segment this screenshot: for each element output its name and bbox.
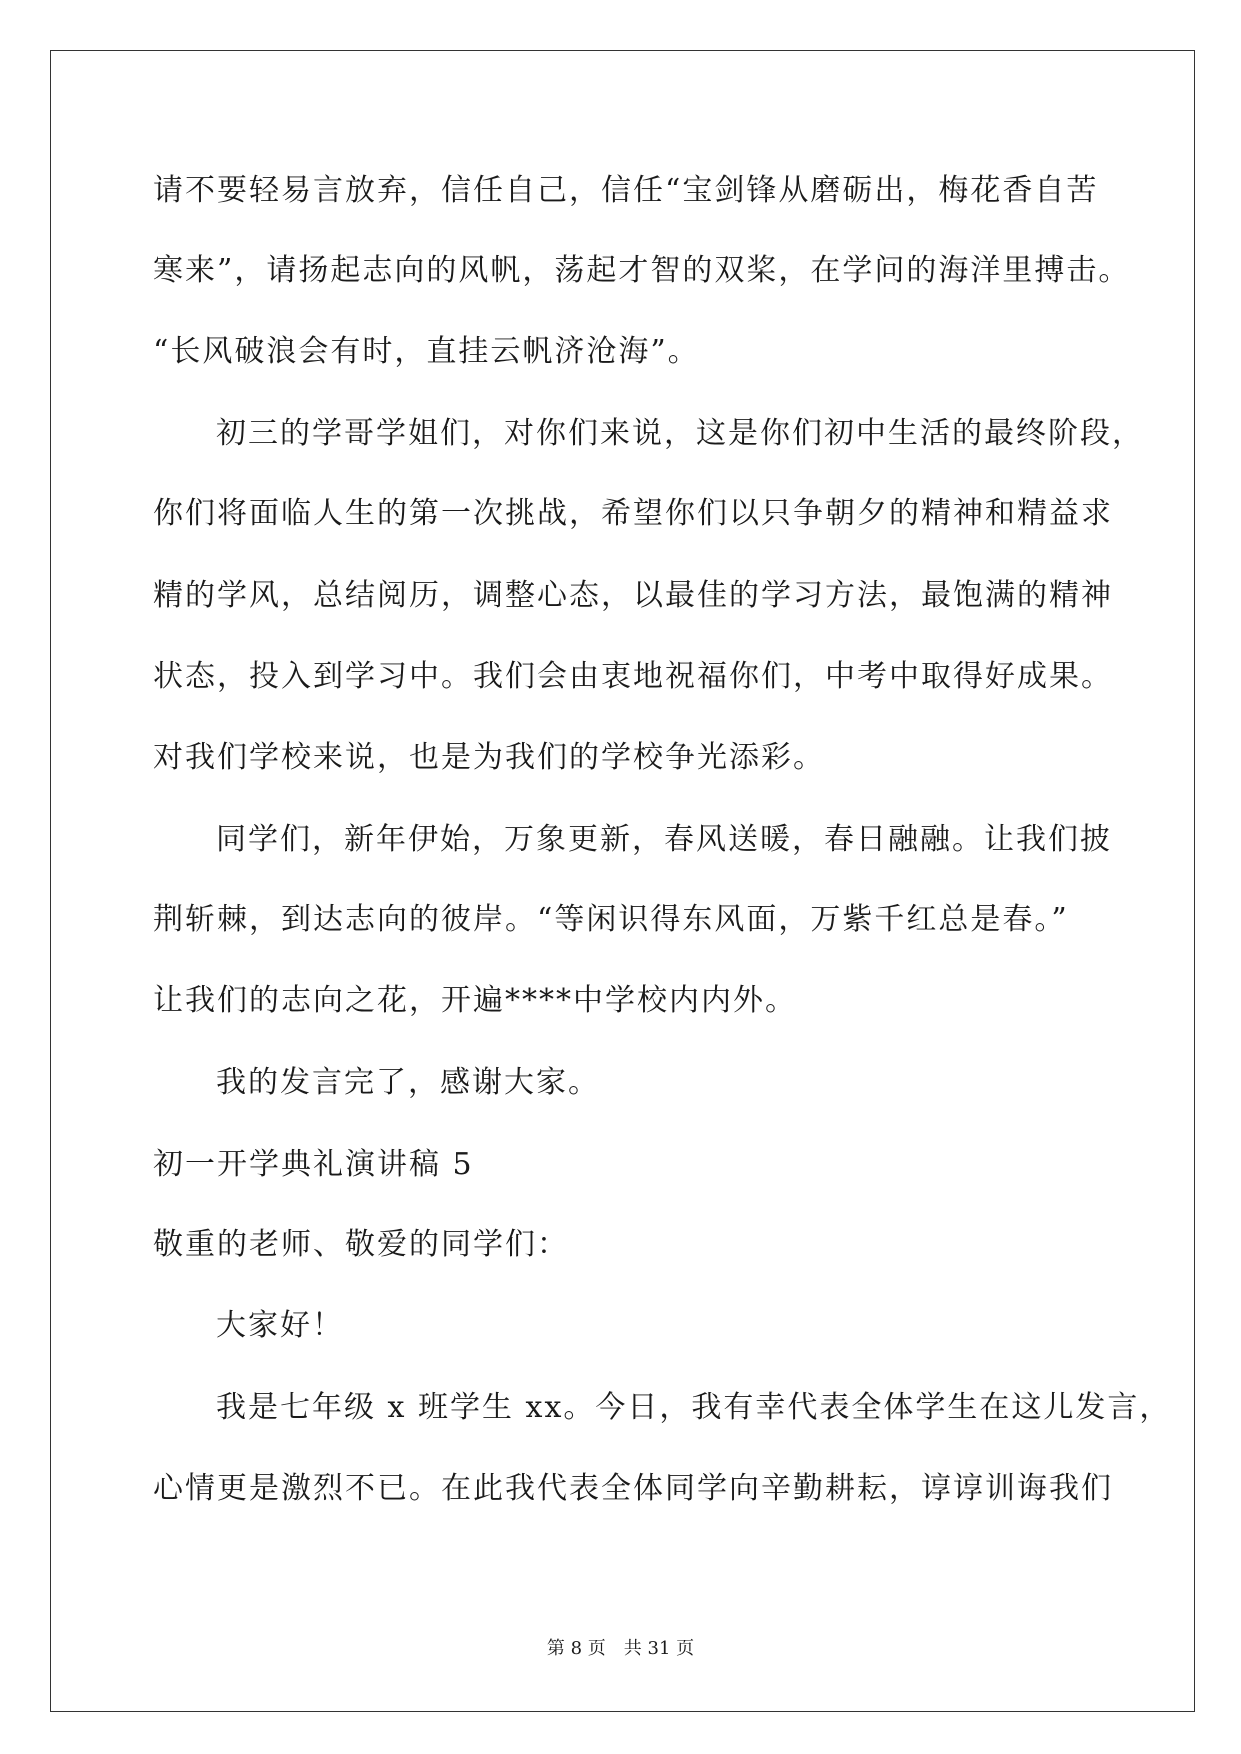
paragraph-line: 我是七年级 x 班学生 xx。今日，我有幸代表全体学生在这儿发言，	[216, 1390, 1172, 1425]
page-footer	[0, 1638, 1241, 1660]
paragraph-line: 初三的学哥学姐们，对你们来说，这是你们初中生活的最终阶段，	[216, 416, 1144, 451]
page-border	[50, 50, 1195, 1712]
paragraph-line: 荆斩棘，到达志向的彼岸。“等闲识得东风面，万紫千红总是春。”	[153, 902, 1069, 937]
paragraph-line: 寒来”，请扬起志向的风帆，荡起才智的双桨，在学问的海洋里搏击。	[153, 253, 1131, 288]
salutation: 敬重的老师、敬爱的同学们：	[153, 1227, 569, 1262]
paragraph-line: 心情更是激烈不已。在此我代表全体同学向辛勤耕耘，谆谆训诲我们	[153, 1471, 1113, 1506]
paragraph-line: 你们将面临人生的第一次挑战，希望你们以只争朝夕的精神和精益求	[153, 496, 1113, 531]
section-heading: 初一开学典礼演讲稿 5	[153, 1147, 474, 1182]
paragraph-line: 精的学风，总结阅历，调整心态，以最佳的学习方法，最饱满的精神	[153, 578, 1113, 613]
paragraph-line: 我的发言完了，感谢大家。	[216, 1065, 600, 1100]
paragraph-line: 让我们的志向之花，开遍****中学校内内外。	[153, 983, 797, 1018]
greeting: 大家好！	[216, 1308, 344, 1343]
paragraph-line: 同学们，新年伊始，万象更新，春风送暖，春日融融。让我们披	[216, 822, 1112, 857]
paragraph-line: 请不要轻易言放弃，信任自己，信任“宝剑锋从磨砺出，梅花香自苦	[153, 173, 1099, 208]
page-number-label: 第 8 页 共 31 页	[546, 1638, 695, 1659]
paragraph-line: “长风破浪会有时，直挂云帆济沧海”。	[153, 334, 700, 369]
paragraph-line: 状态，投入到学习中。我们会由衷地祝福你们，中考中取得好成果。	[153, 659, 1113, 694]
paragraph-line: 对我们学校来说，也是为我们的学校争光添彩。	[153, 740, 825, 775]
